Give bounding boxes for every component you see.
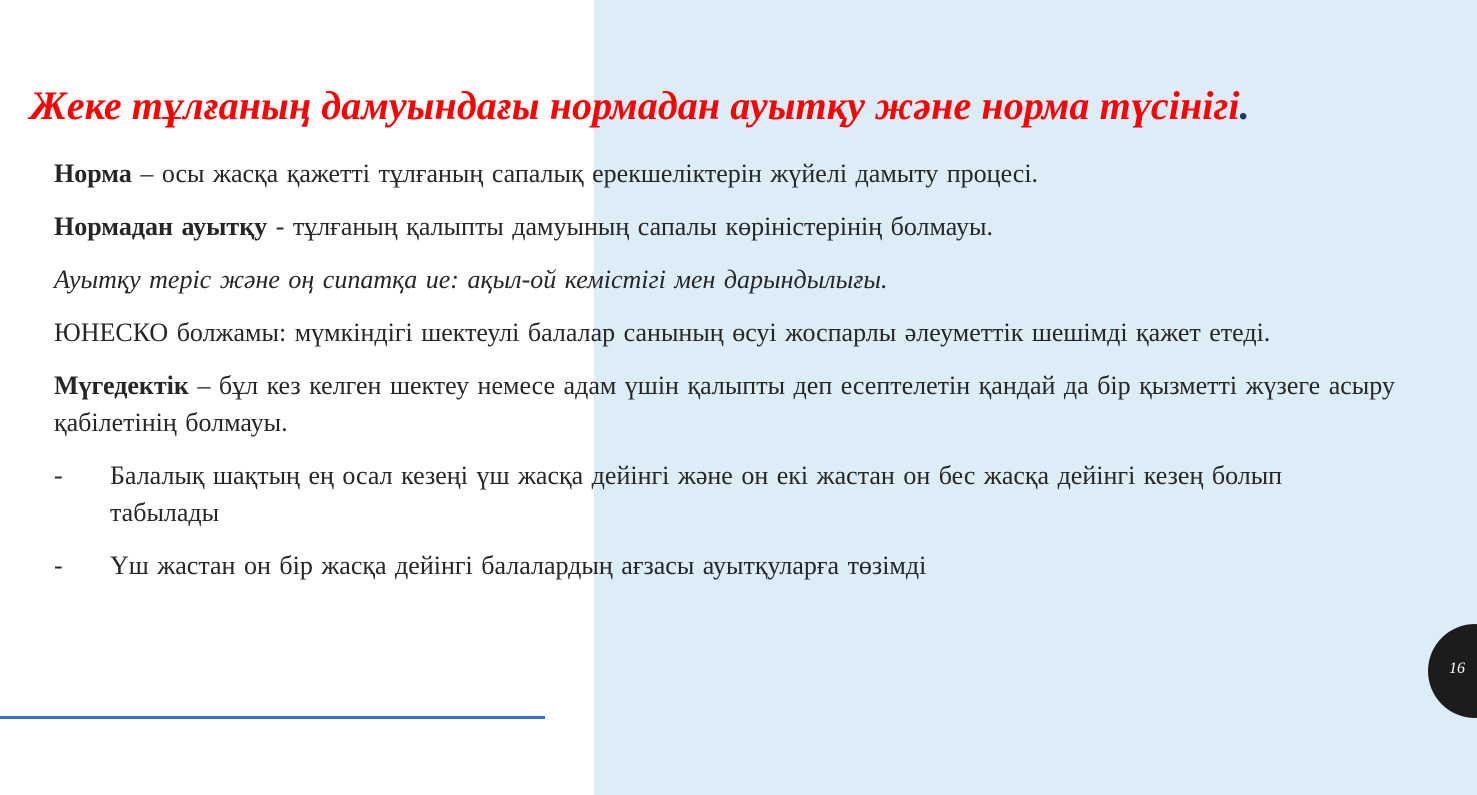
list-dash: -: [54, 461, 63, 490]
paragraph-deviation-types: Ауытқу теріс және оң сипатқа ие: ақыл-ой кемістігі мен дарындылығы.: [54, 265, 888, 294]
paragraph-unesco: ЮНЕСКО болжамы: мүмкіндігі шектеулі балалар санының өсуі жоспарлы әлеуметтік шешімді қажет етеді.: [54, 318, 1271, 347]
page-number: 16: [1449, 660, 1465, 677]
slide-title-period: .: [1239, 83, 1250, 128]
paragraph-disability: [54, 367, 1399, 441]
paragraph-norma: [54, 155, 1399, 192]
accent-divider-line: [0, 716, 545, 719]
slide-title: [30, 82, 1450, 129]
list-item: [54, 457, 1399, 531]
list-dash: -: [54, 551, 63, 580]
term-deviation: Нормадан ауытқу: [54, 212, 268, 241]
definition-disability: – бұл кез келген шектеу немесе адам үшін қалыпты деп есептелетін қандай да бір қызметті жүзеге асыру қабілетінің болмауы.: [54, 371, 1395, 437]
slide-body: [54, 155, 1399, 600]
list-item-text: Балалық шақтың ең осал кезеңі үш жасқа дейінгі және он екі жастан он бес жасқа дейінгі кезең болып табылады: [110, 461, 1283, 527]
list-item-text: Үш жастан он бір жасқа дейінгі балалардың ағзасы ауытқуларға төзімді: [110, 551, 927, 580]
term-norma: Норма: [54, 159, 132, 188]
term-disability: Мүгедектік: [54, 371, 189, 400]
list-item: [54, 547, 1399, 584]
definition-norma: – осы жасқа қажетті тұлғаның сапалық ерекшеліктерін жүйелі дамыту процесі.: [131, 159, 1039, 188]
definition-deviation: - тұлғаның қалыпты дамуының сапалы көріністерінің болмауы.: [267, 212, 993, 241]
paragraph-deviation: [54, 208, 1399, 245]
slide-title-text: Жеке тұлғаның дамуындағы нормадан ауытқу және норма түсінігі: [30, 83, 1240, 128]
